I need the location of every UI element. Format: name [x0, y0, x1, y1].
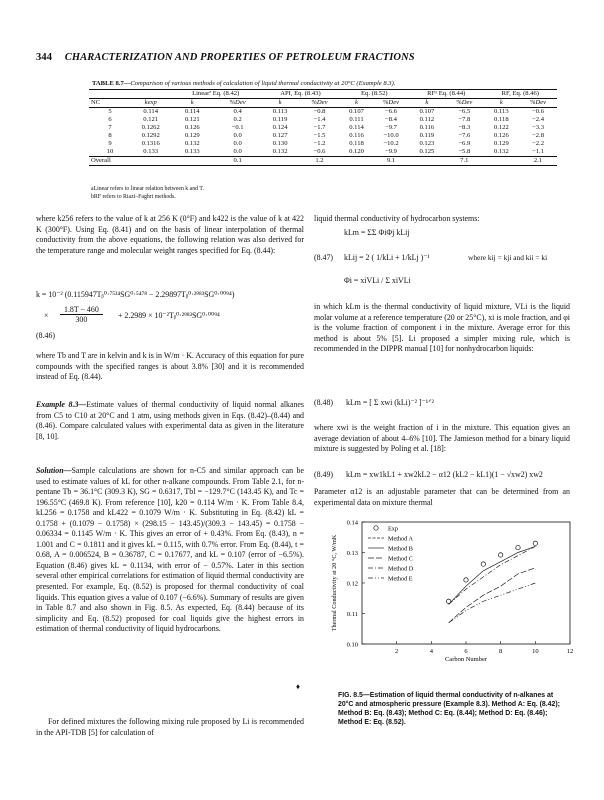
- table-row: [89, 140, 557, 148]
- table-cell: −2.2: [532, 140, 544, 147]
- table-cell: 0.114: [143, 108, 158, 115]
- table-cell: 0.116: [419, 124, 435, 131]
- group-eq852: Eq. (8.52): [340, 90, 409, 99]
- table-cell: 0.132: [493, 148, 509, 155]
- table-cell: 10: [106, 148, 114, 155]
- equation-8-46-fraction: [60, 305, 103, 324]
- equation-8-47-phi: Φi = xiVLi / Σ xiVLi: [344, 276, 411, 285]
- table-cell: 0.129: [493, 140, 509, 147]
- subheader-cell: %Dev: [373, 99, 409, 108]
- table-footnote-a: aLinear refers to linear relation between k and T.: [91, 186, 204, 192]
- left-p3-text: For defined mixtures the following mixing rule proposed by Li is recommended in the API-TDB [5] for calculation of: [36, 717, 304, 737]
- right-paragraph-1: [314, 214, 570, 225]
- figure-8-5-chart: [318, 514, 580, 686]
- table-cell: 0.107: [349, 108, 364, 115]
- table-cell: 0.121: [143, 116, 159, 123]
- table-cell: 0.0: [233, 132, 242, 139]
- table-cell: 6: [108, 116, 112, 123]
- y-tick-label: 0.12: [346, 580, 358, 588]
- table-row: [89, 116, 557, 124]
- table-cell: −10.0: [383, 132, 399, 139]
- table-cell: −6.9: [458, 140, 471, 147]
- table-caption: [92, 80, 395, 87]
- subheader-cell: k: [409, 99, 445, 108]
- series-line-method-e: [449, 583, 536, 623]
- table-cell: 0.107: [419, 108, 435, 115]
- series-line-method-d: [449, 546, 536, 604]
- table-cell: 0.116: [349, 132, 364, 139]
- right-paragraph-3: [314, 423, 570, 455]
- left-paragraph-1: [36, 214, 304, 256]
- left-p2-text: where Tb and T are in kelvin and k is in W/m · K. Accuracy of this equation for pure compounds with the specified ranges is about 3.8% [30] and it is recommended instead of Eq. (8.44).: [36, 351, 304, 382]
- figure-caption: FIG. 8.5—Estimation of liquid thermal conductivity of n-alkanes at 20°C and atmospheric pressure (Example 8.3). Method A: Eq. (8.42); Method B: Eq. (8.43); Method C: Eq. (8.44); Method D: Eq. (8.46); Method E: Eq. (8.52).: [338, 692, 560, 726]
- overall-linear: 0.1: [214, 157, 261, 166]
- legend-marker-exp: [374, 526, 378, 530]
- table-cell: 0.127: [272, 132, 288, 139]
- x-axis-label: Carbon Number: [444, 656, 488, 663]
- table-cell: 0.126: [493, 132, 509, 139]
- example-label: Example 8.3—: [36, 400, 87, 409]
- subheader-cell: k: [340, 99, 373, 108]
- overall-rf846: 2.1: [519, 157, 557, 166]
- subheader-cell: k: [484, 99, 519, 108]
- table-cell: −2.8: [532, 132, 544, 139]
- table-cell: 0.132: [272, 148, 288, 155]
- subheader-cell: %Dev: [519, 99, 557, 108]
- table-row: [89, 148, 557, 157]
- table-cell: −9.7: [385, 124, 397, 131]
- table-cell: −2.4: [532, 116, 544, 123]
- overall-eq852: 9.1: [373, 157, 409, 166]
- subheader-cell: NC: [89, 99, 131, 108]
- table-cell: −0.6: [532, 108, 544, 115]
- table-cell: 0.120: [349, 148, 364, 155]
- table-cell: 0.119: [419, 132, 435, 139]
- exp-data-point: [516, 545, 520, 549]
- table-cell: 0.121: [184, 116, 200, 123]
- series-line-method-c: [449, 568, 536, 623]
- table-cell: −3.3: [532, 124, 544, 131]
- x-tick-label: 12: [566, 648, 574, 655]
- table-footnote-b: bRF refers to Riazi–Faghri methods.: [91, 194, 176, 200]
- table-cell: −0.6: [313, 148, 326, 155]
- x-tick-label: 8: [499, 648, 503, 655]
- example-text: Estimate values of thermal conductivity of liquid normal alkanes from C5 to C10 at 20°C and 1 atm, using methods given in Eqs. (8.42)–(8.44) and (8.46). Compare calculated values with experimental data as given in the literature [8, 10].: [36, 400, 304, 441]
- table-cell: 0.111: [349, 116, 364, 123]
- overall-rf844: 7.1: [445, 157, 484, 166]
- table-cell: 0.0: [233, 148, 242, 155]
- comparison-table: [89, 89, 557, 166]
- equation-8-46-line2: + 2.2989 × 10⁻²Tᵦ⁰·²⁹⁸³SG⁰·⁰⁰⁹⁴: [118, 311, 220, 320]
- equation-8-46-number: (8.46): [36, 331, 56, 340]
- equation-8-46-line1: k = 10⁻² (0.115947Tᵦ⁰·⁷⁵³⁴SG⁰·⁵⁴⁷⁸ − 2.29897Tᵦ⁰·²⁹⁸³SG⁰·⁰⁰⁹⁴): [36, 290, 235, 299]
- overall-api: 1.2: [299, 157, 340, 166]
- table-cell: 0.118: [494, 116, 509, 123]
- equation-8-48-number: (8.48): [314, 398, 334, 407]
- running-header: [36, 52, 415, 63]
- subheader-cell: k: [170, 99, 214, 108]
- table-cell: 0.125: [419, 148, 435, 155]
- table-cell: −10.2: [383, 140, 399, 147]
- table-cell: 0.133: [184, 148, 200, 155]
- equation-8-47-where: where kij = kji and kii = ki: [468, 253, 548, 262]
- example-8-3: [36, 400, 304, 442]
- table-cell: 0.122: [493, 124, 509, 131]
- group-rf844: RF¹ Eq. (8.44): [409, 90, 484, 99]
- series-line-method-b: [449, 546, 536, 604]
- table-cell: −1.7: [313, 124, 326, 131]
- right-p2-text: in which kLm is the thermal conductivity of liquid mixture, VLi is the liquid molar volume at a reference temperature (20 or 25°C), xi is mole fraction, and φi is the volume fraction of component i in the mixture. Average error for this method is about 5% [5]. Li proposed a simpler mixing rule, which is recommended in the DIPPR manual [10] for nonhydrocarbon liquids:: [314, 302, 570, 354]
- table-cell: −8.3: [458, 124, 471, 131]
- table-cell: 0.118: [349, 140, 364, 147]
- table-cell: −5.8: [458, 148, 471, 155]
- exp-data-point: [464, 578, 468, 582]
- table-cell: 0.113: [494, 108, 509, 115]
- table-cell: −1.1: [532, 148, 544, 155]
- group-rf846: RF, Eq. (8.46): [484, 90, 557, 99]
- table-cell: 0.114: [184, 108, 200, 115]
- table-cell: 0.124: [272, 124, 288, 131]
- table-cell: 5: [108, 108, 112, 115]
- subheader-cell: %Dev: [299, 99, 340, 108]
- table-cell: 0.2: [233, 116, 242, 123]
- group-linear: Linearª Eq. (8.42): [170, 90, 261, 99]
- table-cell: −6.6: [385, 108, 397, 115]
- table-cell: 0.126: [184, 124, 200, 131]
- overall-label: Overall: [89, 157, 131, 166]
- solution-text: Sample calculations are shown for n-C5 and similar approach can be used to estimate values of kL for other n-alkane compounds. From Table 2.1, for n-pentane Tb = 36.1°C (309.3 K), SG = 0.6317, Tbl = −129.7°C (143.45 K), and Tc = 196.55°C (469.8 K). From reference [10], k20 = 0.114 W/m · K. From Table 8.4, kL256 = 0.1758 and kL422 = 0.1079 W/m · K. Substituting in Eq. (8.42) kL = 0.1758 + (0.1079 − 0.1758) × (298.15 − 143.45)/(309.3 − 143.45) = 0.1758 − 0.06334 = 0.1145 W/m · K. This gives an error of + 0.43%. From Eq. (8.43), n = 1.001 and C = 0.1811 and it gives kL = 0.115, with 0.7% error. From Eq. (8.44), t = 0.68, A = 0.006524, B = 0.36787, C = 0.17677, and kL = 0.107 (error of −6.5%). Equation (8.46) gives kL = 0.1134, with error of − 0.57%. Later in this section several other empirical correlations for estimation of liquid thermal conductivity are presented. For example, Eq. (8.52) is proposed for thermal conductivity of coal liquids. This equation gives a value of 0.107 (−6.6%). Summary of results are given in Table 8.7 and also shown in Fig. 8.5. As expected, Eq. (8.44) because of its simplicity and Eq. (8.52) proposed for coal liquids give the highest errors in estimation of thermal conductivity of liquid hydrocarbons.: [36, 466, 304, 634]
- eq846-times: ×: [44, 311, 49, 320]
- equation-8-47-line1: kLm = ΣΣ ΦiΦj kLij: [344, 228, 410, 237]
- table-cell: −1.4: [313, 116, 326, 123]
- table-cell: 0.130: [272, 140, 288, 147]
- end-of-example-mark: ♦: [296, 682, 301, 691]
- group-api: API, Eq. (8.43): [261, 90, 340, 99]
- x-tick-label: 2: [395, 648, 399, 655]
- table-cell: 0.0: [233, 140, 242, 147]
- table-row: [89, 132, 557, 140]
- table-row: [89, 124, 557, 132]
- table-cell: −1.2: [313, 140, 326, 147]
- subheader-cell: k: [261, 99, 299, 108]
- legend-label: Method B: [388, 545, 413, 553]
- equation-8-48: kLm = [ Σ xwi (kLi)⁻² ]⁻¹ᐟ²: [346, 398, 434, 407]
- left-paragraph-2: [36, 351, 304, 383]
- table-cell: 0.132: [184, 140, 200, 147]
- right-paragraph-4: [314, 487, 570, 508]
- equation-8-47-kij: kLij = 2 ( 1/kLi + 1/kLj )⁻¹: [344, 253, 430, 262]
- equation-8-49-number: (8.49): [314, 470, 334, 479]
- legend-label: Method E: [388, 575, 413, 583]
- table-cell: 0.123: [419, 140, 435, 147]
- table-cell: 0.119: [272, 116, 288, 123]
- x-tick-label: 4: [429, 648, 433, 655]
- eq846-frac-den: 300: [75, 315, 88, 324]
- table-cell: 0.114: [349, 124, 364, 131]
- equation-8-47-number: (8.47): [314, 253, 334, 262]
- table-cell: −7.8: [458, 116, 471, 123]
- solution-label: Solution—: [36, 466, 72, 475]
- left-paragraph-3: [36, 717, 304, 738]
- exp-data-point: [498, 553, 502, 557]
- subheader-cell: %Dev: [445, 99, 484, 108]
- page-number: 344: [36, 52, 53, 63]
- table-cell: −0.1: [231, 124, 244, 131]
- subheader-cell: %Dev: [214, 99, 261, 108]
- table-cell: −7.6: [458, 132, 471, 139]
- table-cell: 0.1262: [141, 124, 160, 131]
- table-cell: 0.133: [143, 148, 159, 155]
- exp-data-point: [533, 541, 537, 545]
- table-sub-header: [89, 99, 557, 108]
- subheader-cell: kexp: [131, 99, 170, 108]
- table-cell: 7: [108, 124, 112, 131]
- solution-block: [36, 466, 304, 635]
- legend-label: Exp: [388, 525, 398, 533]
- table-caption-text: Comparison of various methods of calculation of liquid thermal conductivity at 20°C (Example 8.3).: [130, 80, 396, 87]
- table-cell: −9.9: [385, 148, 397, 155]
- x-tick-label: 6: [464, 648, 468, 655]
- table-cell: 0.113: [272, 108, 288, 115]
- y-tick-label: 0.13: [346, 550, 358, 557]
- y-axis-label: Thermal Conductivity at 20 °C, W/mK: [331, 534, 338, 632]
- table-cell: −0.8: [313, 108, 326, 115]
- y-tick-label: 0.10: [346, 641, 358, 649]
- table-overall-row: [89, 157, 557, 166]
- table-cell: 8: [108, 132, 112, 139]
- legend-label: Method D: [388, 565, 414, 573]
- left-p1-text: where k256 refers to the value of k at 256 K (0°F) and k422 is the value of k at 422 K (300°F). Using Eq. (8.41) and on the basis of linear interpolation of thermal conductivity from the above equations, the following relation was also derived for the temperature range and molecular weight ranges specified for Eq. (8.44):: [36, 214, 304, 255]
- y-tick-label: 0.11: [346, 611, 358, 618]
- right-p3-text: where xwi is the weight fraction of i in the mixture. This equation gives an average deviation of about 4–6% [10]. The Jamieson method for a binary liquid mixture is suggested by Poling et al. [18]:: [314, 423, 570, 454]
- table-label: TABLE 8.7—: [92, 80, 131, 87]
- table-cell: 0.1292: [141, 132, 160, 139]
- exp-data-point: [481, 562, 485, 566]
- legend-label: Method A: [388, 535, 413, 543]
- table-cell: 0.112: [419, 116, 435, 123]
- running-title: CHARACTERIZATION AND PROPERTIES OF PETROLEUM FRACTIONS: [64, 52, 415, 63]
- table-cell: 9: [108, 140, 112, 147]
- table-group-header: [89, 90, 557, 99]
- table-cell: −6.5: [458, 108, 471, 115]
- equation-8-49: kLm = xw1kL1 + xw2kL2 − α12 (kL2 − kL1)(1 − √xw2) xw2: [346, 470, 543, 479]
- table-cell: 0.129: [184, 132, 200, 139]
- table-cell: −8.4: [385, 116, 397, 123]
- right-p1-text: liquid thermal conductivity of hydrocarbon systems:: [314, 214, 480, 223]
- right-paragraph-2: [314, 302, 570, 355]
- table-body: [89, 108, 557, 157]
- table-row: [89, 108, 557, 117]
- table-cell: 0.1316: [141, 140, 160, 147]
- table-cell: 0.4: [233, 108, 242, 115]
- right-p4-text: Parameter α12 is an adjustable parameter that can be determined from an experimental data on mixture thermal: [314, 487, 570, 507]
- legend-label: Method C: [388, 555, 413, 563]
- table-cell: −1.5: [313, 132, 326, 139]
- y-tick-label: 0.14: [346, 519, 358, 527]
- x-tick-label: 10: [532, 648, 539, 655]
- eq846-frac-num: 1.8T − 460: [60, 305, 103, 315]
